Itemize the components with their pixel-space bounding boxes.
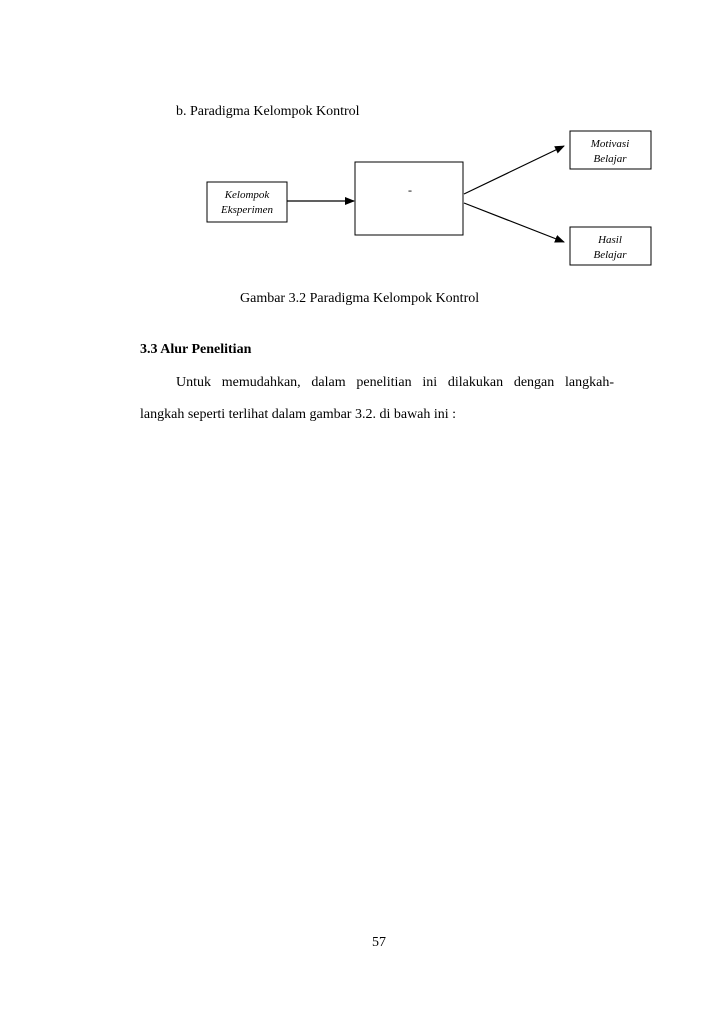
- section-heading: 3.3 Alur Penelitian: [140, 342, 252, 357]
- figure-caption: Gambar 3.2 Paradigma Kelompok Kontrol: [240, 291, 480, 306]
- subheading: b. Paradigma Kelompok Kontrol: [176, 104, 360, 119]
- box-kelompok-eksperimen: [207, 182, 287, 222]
- paradigm-diagram: [0, 0, 728, 300]
- box-bottom-right-line2: Belajar: [593, 249, 627, 261]
- arrow-to-hasil: [464, 203, 564, 242]
- box-top-right-line2: Belajar: [593, 153, 627, 165]
- paragraph-line-2: langkah seperti terlihat dalam gambar 3.2. di bawah ini :: [140, 407, 457, 422]
- box-bottom-right-line1: Hasil: [598, 234, 622, 246]
- box-left-line2: Eksperimen: [221, 204, 273, 216]
- arrow-to-motivasi: [464, 146, 564, 194]
- box-treatment: [355, 162, 463, 235]
- page-number: 57: [372, 935, 386, 950]
- box-middle-label: -: [408, 183, 412, 197]
- box-left-line1: Kelompok: [224, 189, 270, 201]
- paragraph-line-1: Untuk memudahkan, dalam penelitian ini dilakukan dengan langkah-: [176, 375, 614, 390]
- box-top-right-line1: Motivasi: [590, 138, 630, 150]
